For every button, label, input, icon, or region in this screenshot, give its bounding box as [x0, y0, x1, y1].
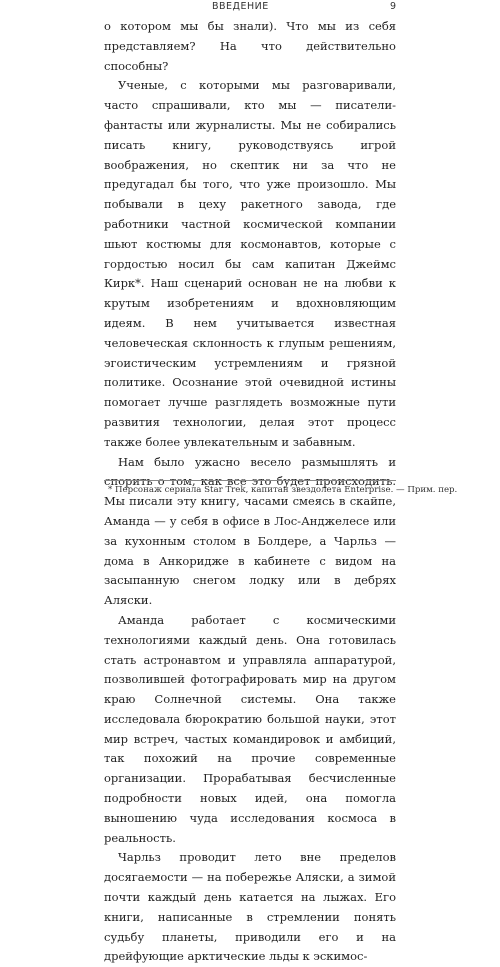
page-number: 9 — [390, 1, 397, 12]
paragraph-scientists: Ученые, с которыми мы разговаривали, часто спрашивали, кто мы — писатели-фантасты или журналисты. Мы не собирались писать книгу, руководствуясь игрой воображения, но скептик ни за что не предугадал бы того, что уже произошло. Мы побывали в цеху ракетного завода, где работники частной космической компании шьют костюмы для космонавтов, которые с гордостью носил бы сам капитан Джеймс Кирк*. Наш сценарий основан не на любви к крутым изобретениям и вдохновляющим идеям. В нем учитывается известная человеческая склонность к глупым решениям, эгоистическим устремлениям и грязной политике. Осознание этой очевидной истины помогает лучше разглядеть возможные пути развития технологии, делая этот процесс также более увлекательным и забавным. — [104, 78, 396, 449]
paragraph-continuation: о котором мы бы знали). Что мы из себя представляем? На что действительно способны? — [104, 19, 396, 73]
paragraph-charles: Чарльз проводит лето вне пределов досягаемости — на побережье Аляски, а зимой почти каждый день катается на лыжах. Его книги, написанные в стремлении понять судьбу планеты, приводили его и на дрейфующие арктические льды к эскимос- — [104, 850, 396, 964]
paragraph-writing-process: Нам было ужасно весело размышлять и спорить о том, как все это будет происходить. Мы писали эту книгу, часами смеясь в скайпе, Аманда — у себя в офисе в Лос-Анджелесе или за кухонным столом в Болдере, а Чарльз — дома в Анкоридже в кабинете с видом на засыпанную снегом лодку или в дебрях Аляски. — [104, 454, 396, 608]
running-title: ВВЕДЕНИЕ — [212, 1, 269, 12]
paragraph-amanda: Аманда работает с космическими технологиями каждый день. Она готовилась стать астронавтом и управляла аппаратурой, позволившей фотографировать мир на другом краю Солнечной системы. Она также исследовала бюрократию большой науки, этот мир встреч, частых командировок и амбиций, так похожий на прочие современные организации. Прорабатывая бесчисленные подробности новых идей, она помогла выношению чуда исследования космоса в реальность. — [104, 612, 396, 845]
footnote: * Персонаж сериала Star Trek, капитан звездолета Enterprise. — Прим. пер. — [108, 485, 458, 495]
page-header — [0, 1, 500, 15]
footnote-divider — [104, 480, 396, 481]
